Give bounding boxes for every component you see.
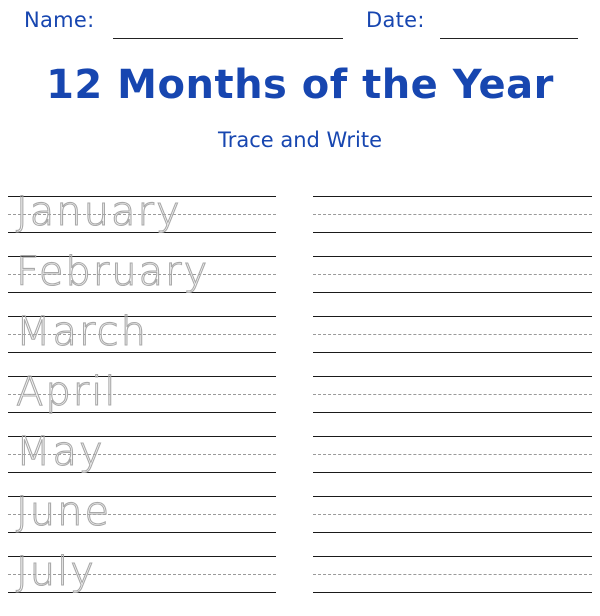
trace-row-march: [8, 309, 276, 376]
write-row-4: [313, 376, 592, 436]
write-row-6: [313, 496, 592, 556]
row-mid-line: [313, 454, 592, 455]
row-base-line: [313, 472, 592, 473]
trace-row-july: [8, 549, 276, 616]
trace-word: January: [16, 189, 182, 235]
row-mid-line: [313, 274, 592, 275]
trace-row-february: [8, 249, 276, 316]
row-top-line: [313, 256, 592, 257]
trace-word: February: [16, 249, 210, 295]
row-top-line: [313, 376, 592, 377]
row-base-line: [313, 292, 592, 293]
row-top-line: [313, 436, 592, 437]
row-mid-line: [313, 514, 592, 515]
trace-word: June: [16, 489, 112, 535]
row-base-line: [313, 232, 592, 233]
write-row-7: [313, 556, 592, 616]
trace-row-january: [8, 189, 276, 256]
trace-row-april: [8, 369, 276, 436]
row-top-line: [313, 556, 592, 557]
date-write-line: [440, 38, 578, 39]
write-row-1: [313, 196, 592, 256]
row-top-line: [313, 496, 592, 497]
trace-word: May: [16, 429, 105, 475]
write-row-2: [313, 256, 592, 316]
row-base-line: [313, 532, 592, 533]
trace-word: July: [16, 549, 96, 595]
date-label: Date:: [366, 8, 425, 32]
trace-row-june: [8, 489, 276, 556]
name-label: Name:: [24, 8, 95, 32]
row-mid-line: [313, 394, 592, 395]
row-base-line: [313, 592, 592, 593]
write-row-5: [313, 436, 592, 496]
write-row-3: [313, 316, 592, 376]
row-base-line: [313, 412, 592, 413]
row-base-line: [313, 352, 592, 353]
page-subtitle: Trace and Write: [217, 128, 382, 152]
row-mid-line: [313, 214, 592, 215]
row-top-line: [313, 316, 592, 317]
trace-word: April: [16, 369, 118, 415]
page-title: 12 Months of the Year: [46, 62, 554, 108]
trace-word: March: [16, 309, 148, 355]
name-write-line: [113, 38, 343, 39]
trace-row-may: [8, 429, 276, 496]
row-mid-line: [313, 334, 592, 335]
row-mid-line: [313, 574, 592, 575]
row-top-line: [313, 196, 592, 197]
